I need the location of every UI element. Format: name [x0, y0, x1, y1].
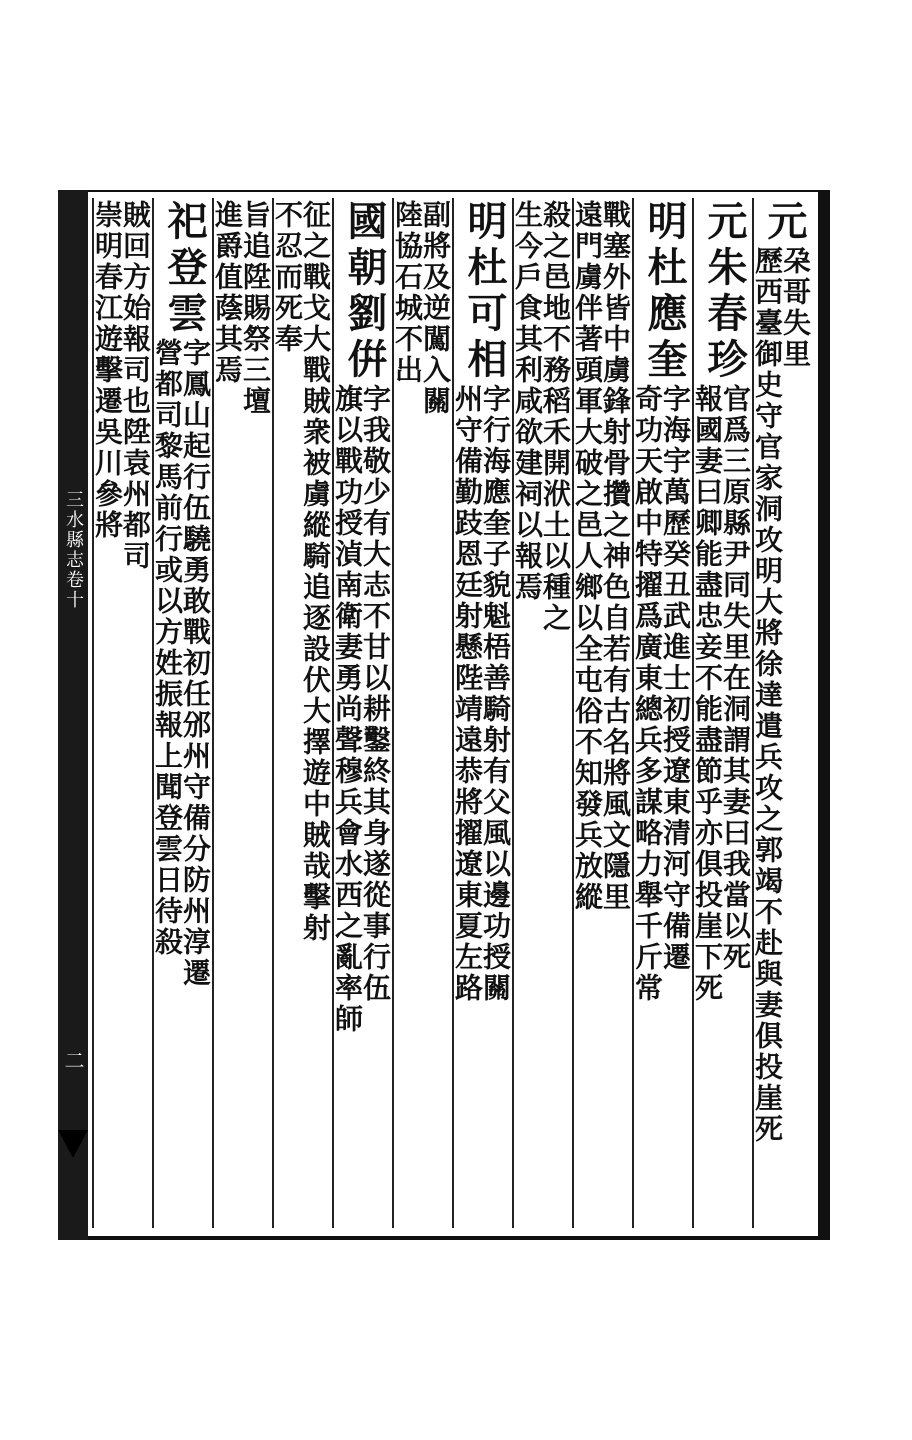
text-column — [272, 198, 332, 1228]
annotation-line: 殺之邑地不務稻禾開洑土以種之 — [539, 200, 572, 634]
column-heading: 祀登雲 — [161, 200, 208, 338]
column-heading: 元朱春珍 — [701, 200, 748, 384]
annotation-line: 遠門虜伴著頭軍大破之邑人鄉以全屯俗不知發兵放縱 — [571, 200, 604, 913]
fish-tail-mark-icon — [58, 1130, 88, 1158]
text-column — [452, 198, 512, 1228]
annotation-line: 副將及逆闖入關 — [419, 200, 452, 417]
text-column — [152, 198, 212, 1228]
text-column — [332, 198, 392, 1228]
annotation-line: 報國妻曰卿能盡忠妾不能盡節乎亦俱投崖下死 — [691, 384, 724, 1004]
annotation-line: 營都司黎馬前行或以方姓振報上聞登雲日待殺 — [151, 338, 184, 958]
block-print-center-column — [58, 190, 88, 1240]
annotation-line: 官爲三原縣尹同失里在洞謂其妻曰我當以死 — [719, 384, 752, 973]
column-heading: 明杜應奎 — [641, 200, 688, 384]
annotation-line: 字海宇萬歷癸丑武進士初授遼東清河守備遷 — [659, 384, 692, 973]
annotation-line: 字鳳山起行伍驍勇敢戰初任邠州守備分防州淳遷 — [179, 338, 212, 989]
text-column — [632, 198, 692, 1228]
banxin-page-number: 二 — [61, 1050, 85, 1070]
text-column — [572, 198, 632, 1228]
text-column — [692, 198, 752, 1228]
text-column — [392, 198, 452, 1228]
annotation-line: 旗以戰功授湞南衛妻勇尚聲穆兵會水西之亂率師 — [331, 384, 364, 1035]
text-column — [752, 198, 812, 1228]
annotation-line: 字行海應奎子貌魁梧善騎射有父風以邊功授關 — [479, 384, 512, 1004]
annotation-line: 州守備勤跂恩廷射懸陛靖遠恭將擢遼東夏左路 — [451, 384, 484, 1004]
annotation-line: 陸協石城不出 — [391, 200, 424, 386]
text-columns — [92, 198, 812, 1228]
annotation-line: 字我敬少有大志不甘以耕鑿終其身遂從事行伍 — [359, 384, 392, 1004]
text-column — [92, 198, 152, 1228]
text-column — [212, 198, 272, 1228]
annotation-line: 歷西臺御史守官家洞攻明大將徐達遣兵攻之郭竭不赴與妻俱投崖死 — [751, 246, 784, 1145]
annotation-line: 戰塞外皆中虜鋒射骨攢之神色自若有古名將風文隱里 — [599, 200, 632, 913]
annotation-line: 朶哥失里 — [779, 246, 812, 370]
column-heading: 明杜可相 — [461, 200, 508, 384]
annotation-line: 崇明春江遊擊遷吳川參將 — [91, 200, 124, 541]
annotation-line: 賊回方始報司也陞袁州都司 — [119, 200, 152, 572]
column-heading: 國朝劉倂 — [341, 200, 388, 384]
text-column — [512, 198, 572, 1228]
annotation-line: 征之戰戈大戰賊衆被虜縱騎追逐設伏大擇遊中賊哉擊射 — [299, 200, 332, 944]
column-heading: 元 — [761, 200, 808, 246]
annotation-line: 不忍而死奉 — [271, 200, 304, 355]
right-border — [818, 190, 830, 1240]
annotation-line: 進爵值蔭其焉 — [211, 200, 244, 386]
banxin-title: 三水縣志卷十 — [63, 490, 84, 610]
annotation-line: 奇功天啟中特擢爲廣東總兵多謀略力舉千斤常 — [631, 384, 664, 1004]
annotation-line: 生今戶食其利咸欲建祠以報焉 — [511, 200, 544, 603]
annotation-line: 旨追陞賜祭三壇 — [239, 200, 272, 417]
